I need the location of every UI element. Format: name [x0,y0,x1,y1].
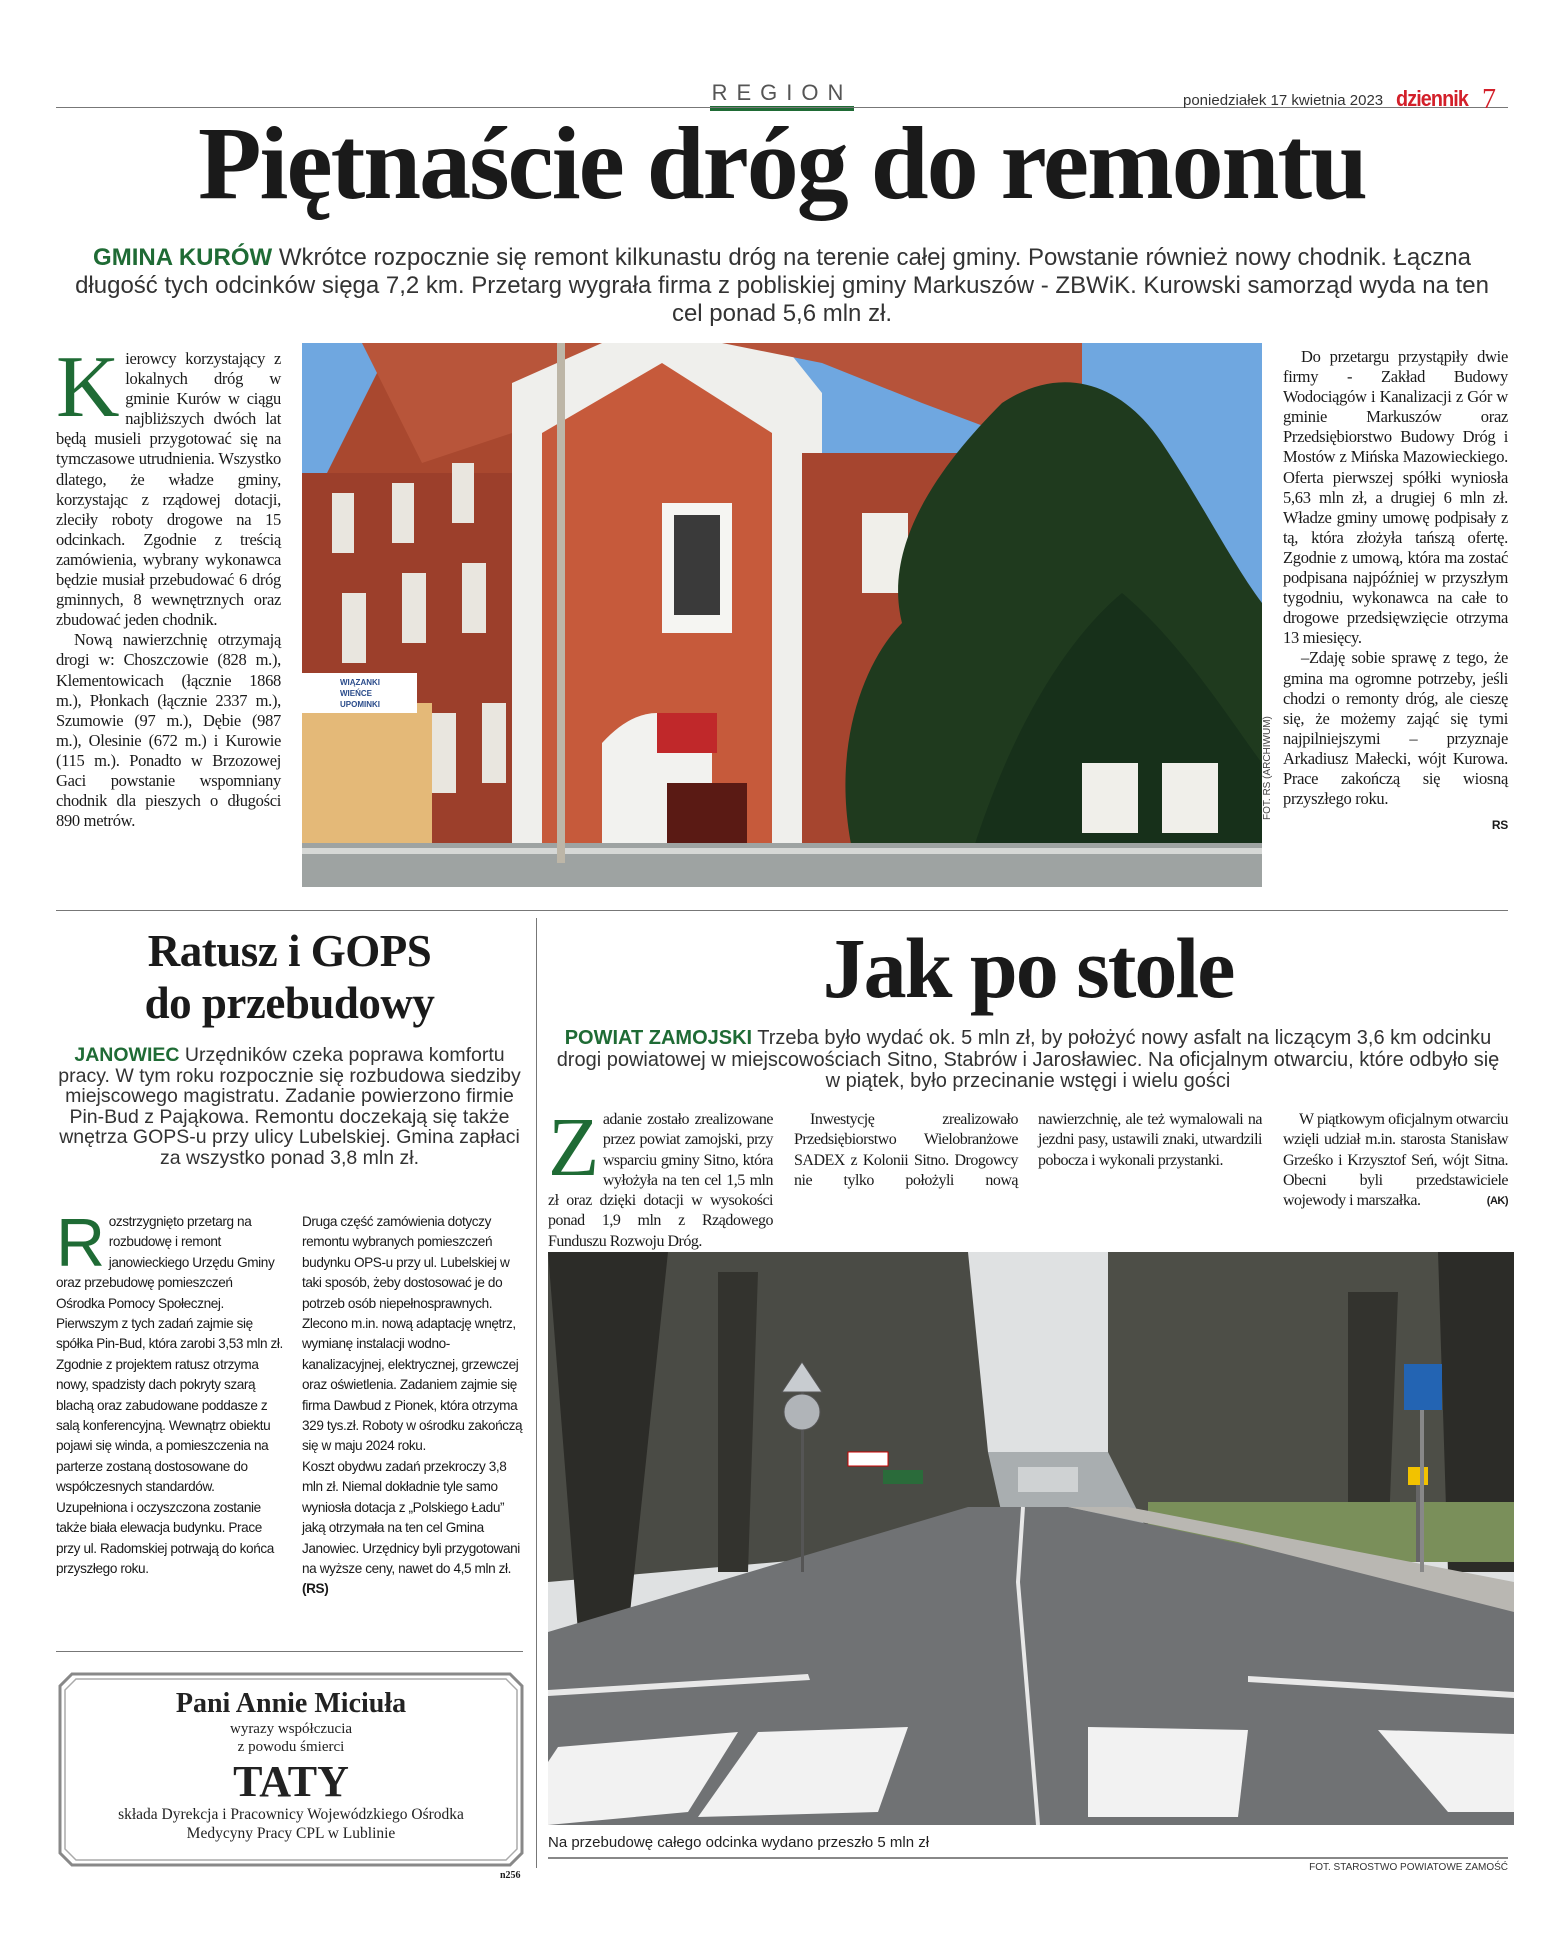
drop-cap: Z [548,1101,599,1194]
article2-headline [56,925,523,1029]
article1-lead [60,244,1504,328]
author-signature: (RS) [302,1581,329,1597]
article2-column-2 [302,1212,527,1600]
lead-kicker: POWIAT ZAMOJSKI [564,1027,753,1049]
lead-text: Trzeba było wydać ok. 5 mln zł, by położyć nowy asfalt na liczącym 3,6 km odcinku drogi powiatowej w miejscowościach Sitno, Stabrów i Jarosławiec. Na oficjalnym otwarciu, które odbyło się w piątek, było przecinanie wstęgi i wielu gości [556,1027,1500,1092]
obituary-title: TATY [233,1757,349,1806]
article3-column-4 [1283,1110,1508,1211]
article1-headline: Piętnaście dróg do remontu [198,106,1366,221]
lead-kicker: GMINA KURÓW [93,244,273,271]
lead-text: Wkrótce rozpocznie się remont kilkunastu dróg na terenie całej gminy. Powstanie również nowy chodnik. Łączna długość tych odcinków sięga 7,2 km. Przetarg wygrała firma z pobliskiej gminy Markuszów - ZBWiK. Kurowski samorząd wyda na ten cel ponad 5,6 mln zł. [75,244,1489,327]
section-divider [56,910,1508,911]
sign-text-1: WIĄZANKI [340,678,380,687]
newspaper-logo: dziennik [1396,86,1469,111]
article1-column-2 [1283,347,1508,835]
obituary-line: składa Dyrekcja i Pracownicy Wojewódzkiego Ośrodka [118,1806,464,1823]
paragraph: W piątkowym oficjalnym otwarciu wzięli udział m.in. starosta Stanisław Grześko i Krzysztof Seń, wójt Sitna. Obecni byli przedstawiciele wojewody i marszałka. [1283,1111,1508,1210]
article1-column-1 [56,339,281,831]
obituary-line: wyrazy współczucia [229,1721,353,1737]
lead-kicker: JANOWIEC [74,1044,180,1066]
paragraph: Koszt obydwu zadań przekroczy 3,8 mln zł. Niemal dokładnie tyle samo wyniosła dotacja z „Polskiego Ładu” jaką otrzymała na ten cel Gmina Janowiec. Urzędnicy byli przygotowani na wyższe ceny, nawet do 4,5 mln zł. [302,1458,520,1576]
section-divider [56,1651,523,1652]
obituary-notice [58,1672,524,1867]
headline-line: do przebudowy [144,978,435,1028]
article3-headline: Jak po stole [822,920,1234,1016]
paragraph: –Zdaję sobie sprawę z tego, że gmina ma ogromne potrzeby, jeśli chodzi o remonty dróg, ale cieszę się, że możemy zająć się tymi najpilniejszymi – przyznaje Arkadiusz Małecki, wójt Kurowa. Prace zakończą się wiosną przyszłego roku. [1283,648,1508,809]
paragraph: Druga część zamówienia dotyczy remontu wybranych pomieszczeń budynku OPS-u przy ul. Lubelskiej w taki sposób, żeby dostosować je do potrzeb osób niepełnosprawnych. Zlecono m.in. nową adaptację wnętrz, wymianę instalacji wodno-kanalizacyjnej, elektrycznej, grzewczej oraz oświetlenia. Zadaniem zajmie się firma Dawbud z Pionek, która otrzyma 329 tys.zł. Roboty w ośrodku zakończą się w maju 2024 roku. [302,1214,523,1454]
page-number: 7 [1482,84,1496,115]
paragraph: Nową nawierzchnię otrzymają drogi w: Choszczowie (828 m.), Klementowicach (łącznie 1868 m.), Płonkach (łącznie 2337 m.), Szumowie (97 m.), Dębie (987 m.), Olesinie (672 m.) i Kurowie (115 m.). Ponadto w Brzozowej Gaci powstanie wspomniany chodnik dla pieszych o długości 890 metrów. [56,630,281,831]
obituary-line: z powodu śmierci [237,1739,345,1755]
obituary-name: Pani Annie Miciuła [175,1688,407,1719]
ad-code: n256 [500,1870,521,1881]
photo-credit: FOT. STAROSTWO POWIATOWE ZAMOŚĆ [1309,1862,1508,1873]
sign-text-3: UPOMINKI [340,700,380,709]
paragraph: adanie zostało zrealizowane przez powiat zamojski, przy wsparciu gminy Sitno, która wyłożyła na ten cel 1,5 mln zł oraz dzięki dotacji w wysokości ponad 1,9 mln z Rządowego Funduszu Rozwoju Dróg. [548,1111,773,1250]
column-divider [536,918,537,1868]
author-signature: RS [1491,818,1508,833]
caption-divider [548,1857,1508,1859]
article2-column-1 [56,1205,284,1579]
paragraph: ozstrzygnięto przetarg na rozbudowę i remont janowieckiego Urzędu Gminy oraz przebudowę pomieszczeń Ośrodka Pomocy Społecznej. Pierwszym z tych zadań zajmie się spółka Pin-Bud, która zarobi 3,53 mln zł. Zgodnie z projektem ratusz otrzyma nowy, spadzisty dach pokryty szarą blachą oraz zabudowane poddasze z salą konferencyjną. Wewnątrz obiektu pojawi się winda, a pomieszczenia na parterze zostaną dostosowane do współczesnych standardów. Uzupełniona i oczyszczona zostanie także biała elewacja budynku. Prace przy ul. Radomskiej potrwają do końca przyszłego roku. [56,1214,283,1576]
town-hall-photo [302,343,1262,887]
article2-lead [56,1045,523,1168]
article3-column-1 [548,1101,773,1252]
article3-lead [548,1028,1508,1093]
road-photo [548,1252,1514,1825]
article3-column-3 [794,1110,1262,1212]
section-label: REGION [711,80,853,105]
headline-line: Ratusz i GOPS [147,926,432,976]
photo-credit: FOT. RS (ARCHIWUM) [1262,716,1273,820]
obituary-line: Medycyny Pracy CPL w Lublinie [186,1825,396,1842]
lead-text: Urzędników czeka poprawa komfortu pracy. W tym roku rozpocznie się rozbudowa siedziby miejscowego magistratu. Zadanie powierzono firmie Pin-Bud z Pająkowa. Remontu doczekają się także wnętrza GOPS-u przy ulicy Lubelskiej. Gmina zapłaci za wszystko ponad 3,8 mln zł. [58,1044,521,1169]
photo-caption: Na przebudowę całego odcinka wydano przeszło 5 mln zł [548,1834,930,1851]
author-signature: (AK) [1486,1195,1508,1208]
issue-date: poniedziałek 17 kwietnia 2023 [1183,92,1384,109]
paragraph: Do przetargu przystąpiły dwie firmy - Zakład Budowy Wodociągów i Kanalizacji z Gór w gminie Markuszów oraz Przedsiębiorstwo Budowy Dróg i Mostów z Mińska Mazowieckiego. Oferta pierwszej spółki wyniosła 5,63 mln zł, a drugiej 6 mln zł. Władze gminy umowę podpisały z tą, która złożyła tańszą ofertę. Zgodnie z umową, która ma zostać podpisana najpóźniej w przyszłym tygodniu, wykonawca na całe to drogowe przedsięwzięcie otrzyma 13 miesięcy. [1283,347,1508,648]
sign-text-2: WIEŃCE [340,689,372,698]
paragraph: Inwestycję zrealizowało Przedsiębiorstwo Wielobranżowe SADEX z Kolonii Sitno. Drogowcy nie tylko położyli nową nawierzchnię, ale też wymalowali na jezdni pasy, ustawili znaki, utwardzili pobocza i wykonali przystanki. [794,1111,1262,1189]
drop-cap: R [56,1205,105,1281]
paragraph: ierowcy korzystający z lokalnych dróg w gminie Kurów w ciągu najbliższych dwóch lat będą musieli przygotować się na tymczasowe utrudnienia. Wszystko dlatego, że władze gminy, korzystając z rządowej dotacji, zleciły roboty drogowe na 15 odcinkach. Zgodnie z treścią zamówienia, wybrany wykonawca będzie musiał przebudować 6 dróg gminnych, 8 wewnętrznych oraz zbudować jeden chodnik. [56,349,281,630]
drop-cap: K [56,339,120,436]
